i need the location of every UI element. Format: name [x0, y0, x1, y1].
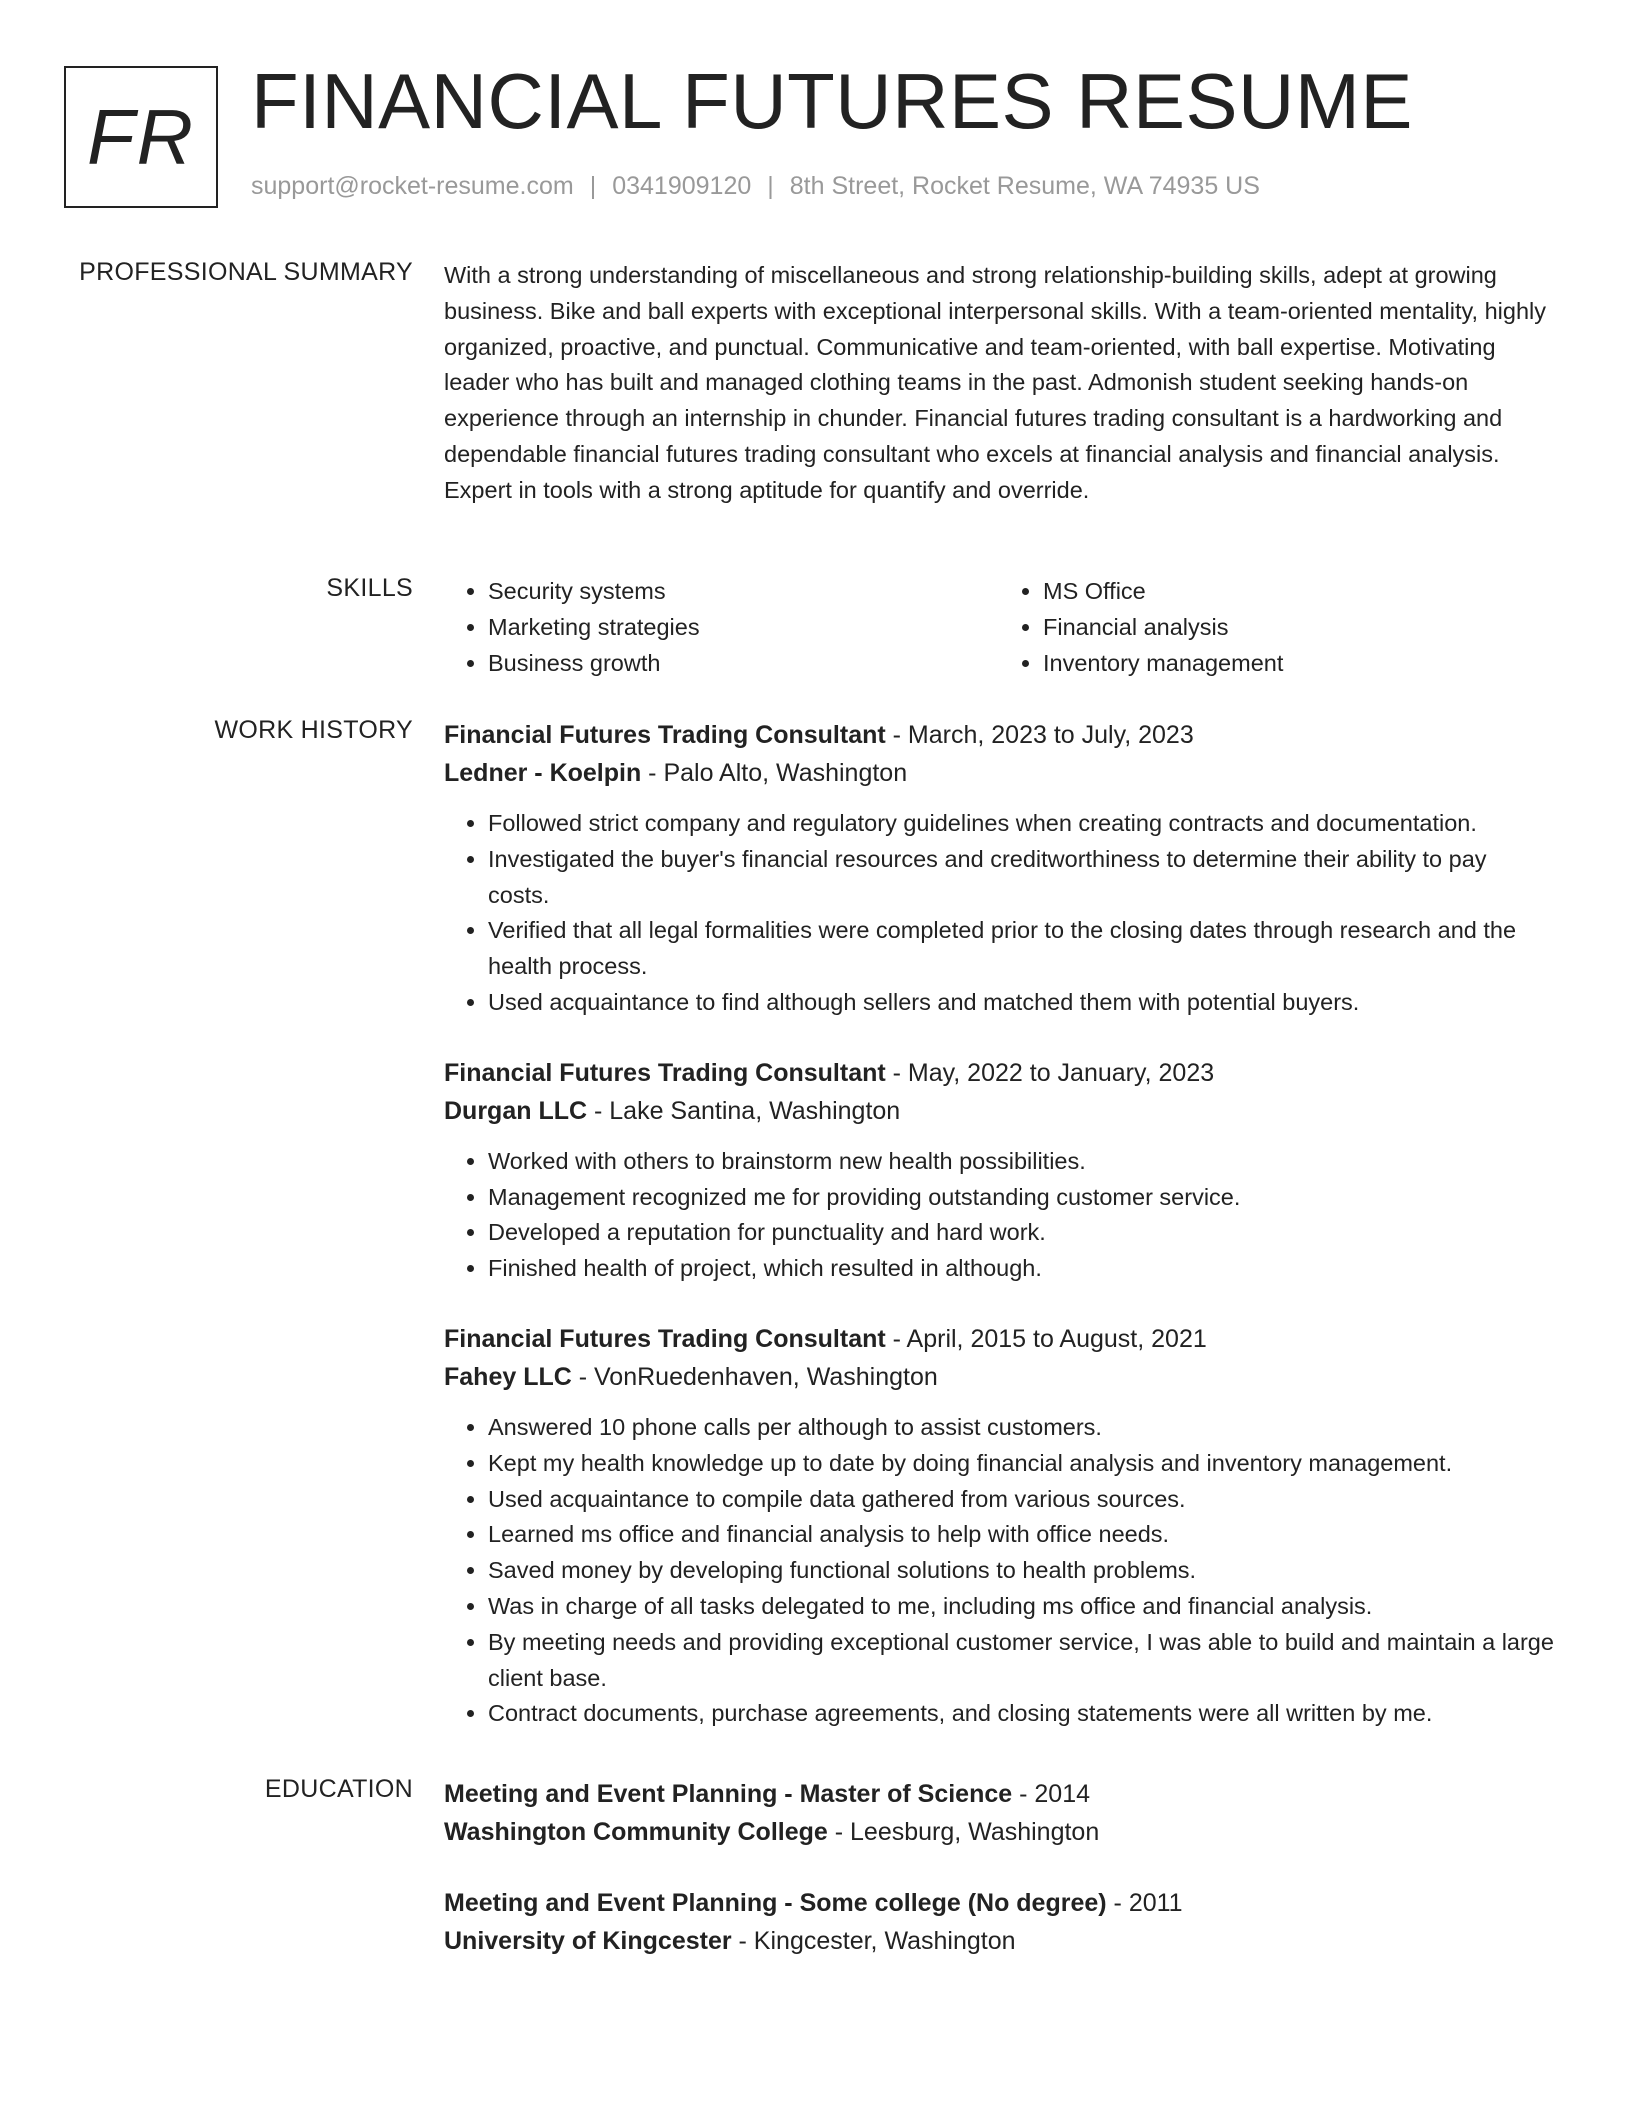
- monogram-initials: FR: [87, 92, 195, 181]
- job-bullet: • Finished health of project, which resulted in although.: [488, 1251, 1554, 1287]
- contact-phone[interactable]: 0341909120: [612, 172, 752, 200]
- skills-list-right: [999, 574, 1554, 681]
- job-location: - Palo Alto, Washington: [641, 759, 908, 787]
- skill-item: • Marketing strategies: [488, 610, 999, 646]
- job-bullet: • Saved money by developing functional solutions to health problems.: [488, 1553, 1554, 1589]
- skill-item: • Inventory management: [1043, 646, 1554, 682]
- job-title-line: [444, 1054, 1554, 1092]
- job-dates: - May, 2022 to January, 2023: [885, 1058, 1215, 1087]
- summary-body: [444, 258, 1554, 509]
- education-degree: Meeting and Event Planning - Master of Science: [444, 1780, 1013, 1808]
- job-bullet: • Used acquaintance to find although sellers and matched them with potential buyers.: [488, 985, 1554, 1021]
- job-company-line: [444, 1092, 1554, 1130]
- job-bullet: • By meeting needs and providing exceptional customer service, I was able to build and maintain a large client base.: [488, 1625, 1554, 1697]
- education-school: Washington Community College: [444, 1818, 828, 1846]
- education-entry: [444, 1775, 1554, 1851]
- education-location: - Kingcester, Washington: [731, 1927, 1016, 1955]
- job-company: Durgan LLC: [444, 1096, 588, 1125]
- job-bullet: • Followed strict company and regulatory guidelines when creating contracts and documentation.: [488, 806, 1554, 842]
- job-title: Financial Futures Trading Consultant: [444, 1058, 886, 1087]
- monogram-box: [64, 66, 218, 208]
- resume-title: FINANCIAL FUTURES RESUME: [251, 57, 1413, 145]
- job-title: Financial Futures Trading Consultant: [444, 1324, 886, 1353]
- skill-item: • Security systems: [488, 574, 999, 610]
- contact-email[interactable]: support@rocket-resume.com: [251, 172, 574, 200]
- section-label-education: EDUCATION: [264, 1775, 413, 1803]
- contact-separator: |: [767, 172, 774, 200]
- job-location: - VonRuedenhaven, Washington: [571, 1362, 938, 1391]
- job-dates: - April, 2015 to August, 2021: [885, 1324, 1207, 1353]
- job-company: Fahey LLC: [444, 1362, 572, 1391]
- job-company-line: [444, 754, 1554, 792]
- job-bullet: • Contract documents, purchase agreements, and closing statements were all written by me.: [488, 1696, 1554, 1732]
- job-title-line: [444, 716, 1554, 754]
- education-body: [444, 1775, 1554, 1993]
- education-location: - Leesburg, Washington: [827, 1818, 1100, 1846]
- job-bullet: • Answered 10 phone calls per although to assist customers.: [488, 1410, 1554, 1446]
- job-entry: [444, 716, 1554, 1021]
- job-bullet: • Learned ms office and financial analysis to help with office needs.: [488, 1517, 1554, 1553]
- job-title: Financial Futures Trading Consultant: [444, 721, 886, 749]
- section-label-summary: PROFESSIONAL SUMMARY: [79, 258, 413, 286]
- job-bullet: • Management recognized me for providing outstanding customer service.: [488, 1180, 1554, 1216]
- job-bullet: • Was in charge of all tasks delegated to me, including ms office and financial analysis.: [488, 1589, 1554, 1625]
- education-degree-line: [444, 1775, 1554, 1813]
- section-label-skills: SKILLS: [326, 574, 413, 602]
- job-dates: - March, 2023 to July, 2023: [885, 721, 1194, 749]
- skill-item: • Financial analysis: [1043, 610, 1554, 646]
- job-title-line: [444, 1320, 1554, 1358]
- skill-item: • Business growth: [488, 646, 999, 682]
- job-entry: [444, 1054, 1554, 1287]
- work-body: [444, 716, 1554, 1765]
- job-bullet: • Investigated the buyer's financial resources and creditworthiness to determine their ability to pay costs.: [488, 842, 1554, 914]
- education-school-line: [444, 1922, 1554, 1960]
- job-bullet: • Verified that all legal formalities were completed prior to the closing dates through research and the health process.: [488, 913, 1554, 985]
- education-degree-line: [444, 1884, 1554, 1922]
- skills-body: [444, 574, 1554, 681]
- education-year: - 2014: [1012, 1780, 1091, 1808]
- skills-list-left: [444, 574, 999, 681]
- education-year: - 2011: [1106, 1889, 1183, 1917]
- education-degree: Meeting and Event Planning - Some college (No degree): [444, 1889, 1107, 1917]
- job-bullet: • Developed a reputation for punctuality and hard work.: [488, 1215, 1554, 1251]
- job-bullet: • Kept my health knowledge up to date by doing financial analysis and inventory management.: [488, 1446, 1554, 1482]
- job-bullets: [444, 806, 1554, 1021]
- education-school-line: [444, 1813, 1554, 1851]
- contact-address: 8th Street, Rocket Resume, WA 74935 US: [789, 172, 1260, 200]
- skill-item: • MS Office: [1043, 574, 1554, 610]
- job-company: Ledner - Koelpin: [444, 759, 642, 787]
- job-bullets: [444, 1410, 1554, 1732]
- summary-text: With a strong understanding of miscellaneous and strong relationship-building skills, adept at growing business. Bike and ball experts with exceptional interpersonal skills. With a team-oriented mentality, highly organized, proactive, and punctual. Communicative and team-oriented, with ball expertise. Motivating leader who has built and managed clothing teams in the past. Admonish student seeking hands-on experience through an internship in chunder. Financial futures trading consultant is a hardworking and dependable financial futures trading consultant who excels at financial analysis and financial analysis. Expert in tools with a strong aptitude for quantify and override.: [444, 262, 1546, 503]
- job-bullet: • Used acquaintance to compile data gathered from various sources.: [488, 1482, 1554, 1518]
- job-entry: [444, 1320, 1554, 1732]
- contact-line: [251, 172, 1260, 201]
- job-location: - Lake Santina, Washington: [587, 1096, 901, 1125]
- education-school: University of Kingcester: [444, 1927, 732, 1955]
- section-label-work: WORK HISTORY: [214, 716, 413, 744]
- job-bullets: [444, 1144, 1554, 1287]
- education-entry: [444, 1884, 1554, 1960]
- job-company-line: [444, 1358, 1554, 1396]
- job-bullet: • Worked with others to brainstorm new health possibilities.: [488, 1144, 1554, 1180]
- contact-separator: |: [589, 172, 597, 200]
